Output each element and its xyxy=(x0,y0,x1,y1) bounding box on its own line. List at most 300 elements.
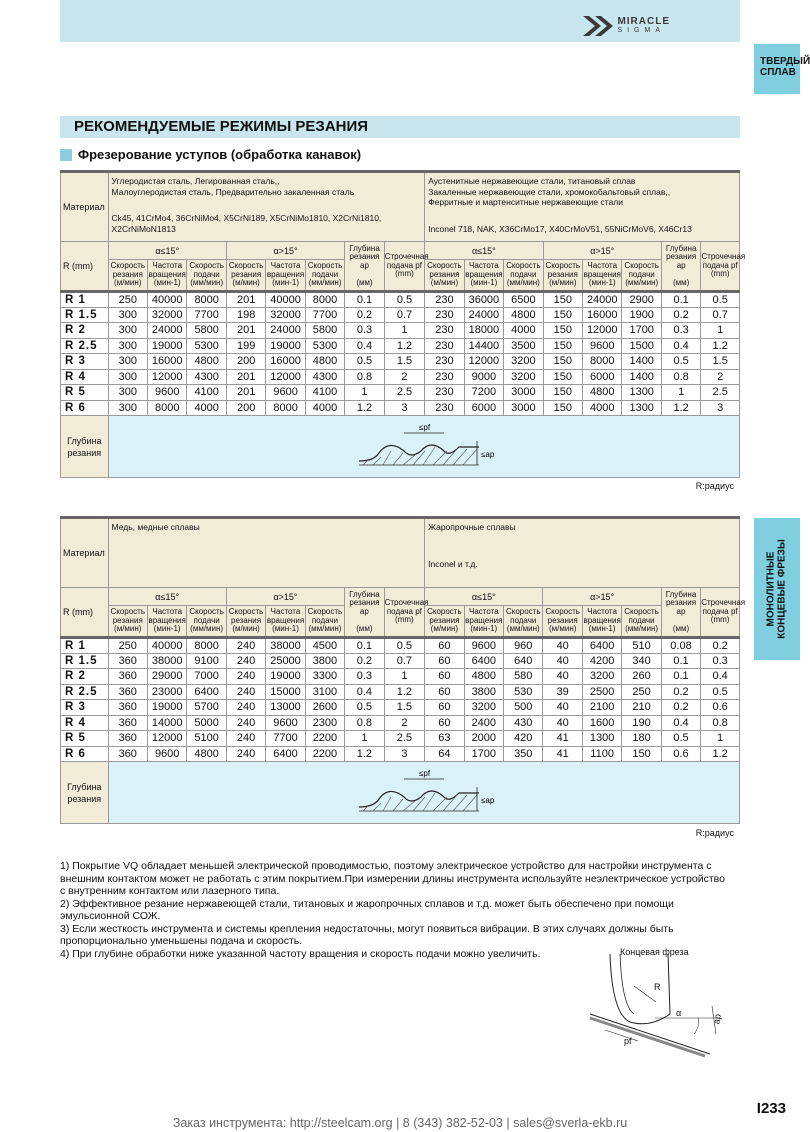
table-cell: 41 xyxy=(543,731,582,747)
table-cell: 1300 xyxy=(622,385,661,401)
depth-label: Глубина резания xyxy=(61,762,109,824)
header-band xyxy=(60,0,740,42)
table-cell: 2 xyxy=(384,715,425,731)
table-cell: 8000 xyxy=(148,400,187,416)
side-tab-line2: КОНЦЕВЫЕ ФРЕЗЫ xyxy=(777,539,788,639)
table-cell: 1300 xyxy=(582,731,621,747)
table-cell: 16000 xyxy=(148,354,187,370)
table-cell: 360 xyxy=(108,700,147,716)
table-cell: 201 xyxy=(226,385,265,401)
table-cell: 640 xyxy=(504,653,543,669)
table-cell: 6400 xyxy=(187,684,226,700)
table-cell: 9100 xyxy=(187,653,226,669)
table-cell: 12000 xyxy=(583,323,622,339)
alpha-le-header: α≤15° xyxy=(108,242,226,260)
note-2: 2) Эффективное резание нержавеющей стали, титановых и жаропрочных сплавов и т.д. может быть обеспечено при помощи эмульсионной СОЖ. xyxy=(60,897,674,922)
table-cell: 3100 xyxy=(305,684,344,700)
col-feed: Скорость подачи (мм/мин) xyxy=(187,260,226,292)
table-row xyxy=(61,385,740,401)
table-cell: 150 xyxy=(543,354,582,370)
pf-header: Строчечная подача pf (mm) xyxy=(701,588,740,638)
fig-label-r: R xyxy=(654,982,661,992)
col-speed: Скорость резания (м/мин) xyxy=(226,260,265,292)
table-cell: 1 xyxy=(384,669,425,685)
table-cell: 0.1 xyxy=(345,292,384,308)
col-speed: Скорость резания (м/мин) xyxy=(543,606,582,638)
table-cell: 12000 xyxy=(148,369,187,385)
table-cell: 40 xyxy=(543,715,582,731)
table-cell: 4300 xyxy=(187,369,226,385)
table-cell: 0.7 xyxy=(384,653,425,669)
table-cell: 4000 xyxy=(305,400,344,416)
table-row xyxy=(61,338,740,354)
col-feed: Скорость подачи (мм/мин) xyxy=(187,606,226,638)
depth-label: Глубина резания xyxy=(61,416,109,478)
row-radius: R 2.5 xyxy=(61,684,109,700)
table-cell: 150 xyxy=(622,746,661,762)
table-cell: 15000 xyxy=(266,684,305,700)
table-cell: 12000 xyxy=(266,369,305,385)
table-cell: 1.5 xyxy=(384,700,425,716)
table-cell: 2900 xyxy=(622,292,661,308)
table-cell: 2 xyxy=(384,369,424,385)
table-cell: 0.7 xyxy=(701,307,740,323)
table-cell: 2200 xyxy=(305,746,344,762)
table-cell: 230 xyxy=(425,307,464,323)
material-left: Углеродистая сталь, Легированная сталь,, Малоуглеродистая сталь, Предварительно закаленная сталь Ck45, 41CrMo4, 36CrNiMo4, X5CrNi189, X5CrNiMo1810, X2CrNi1810, X2CrNiMoN1813 xyxy=(108,172,425,242)
table-cell: 60 xyxy=(425,715,464,731)
table-cell: 6400 xyxy=(464,653,503,669)
table-cell: 1400 xyxy=(622,354,661,370)
table-cell: 40 xyxy=(543,700,582,716)
table-cell: 32000 xyxy=(148,307,187,323)
endmill-figure xyxy=(590,944,730,1064)
brand-line1: MIRACLE xyxy=(617,16,670,27)
table-cell: 300 xyxy=(108,307,147,323)
col-rpm: Частота вращения (мин-1) xyxy=(583,260,622,292)
table-cell: 1.2 xyxy=(701,746,740,762)
cutting-table-2 xyxy=(60,516,746,824)
table-cell: 38000 xyxy=(147,653,186,669)
table-cell: 7700 xyxy=(305,307,344,323)
table-cell: 3 xyxy=(701,400,740,416)
page-number: I233 xyxy=(756,1100,786,1117)
table-cell: 150 xyxy=(543,338,582,354)
table-cell: 0.5 xyxy=(661,731,700,747)
material-right: Жаропрочные сплавы Inconel и т.д. xyxy=(425,518,740,588)
table-cell: 19000 xyxy=(147,700,186,716)
table-cell: 0.5 xyxy=(345,354,384,370)
table-cell: 2100 xyxy=(582,700,621,716)
table-cell: 1 xyxy=(661,385,700,401)
table-cell: 60 xyxy=(425,638,464,654)
table-cell: 5700 xyxy=(187,700,226,716)
radius-note-2: R:радиус xyxy=(695,828,734,838)
table-cell: 5300 xyxy=(187,338,226,354)
table-cell: 63 xyxy=(425,731,464,747)
col-rpm: Частота вращения (мин-1) xyxy=(266,606,305,638)
table-cell: 960 xyxy=(504,638,543,654)
alpha-gt-header: α>15° xyxy=(543,242,661,260)
table-cell: 8000 xyxy=(266,400,305,416)
table-cell: 300 xyxy=(108,385,147,401)
table-row xyxy=(61,323,740,339)
table-cell: 230 xyxy=(425,354,464,370)
table-cell: 9600 xyxy=(148,385,187,401)
table-cell: 2.5 xyxy=(701,385,740,401)
depth-diagram-icon xyxy=(349,421,509,473)
table-cell: 40000 xyxy=(147,638,186,654)
table-cell: 7700 xyxy=(266,731,305,747)
table-cell: 0.1 xyxy=(661,292,700,308)
table-cell: 5300 xyxy=(305,338,344,354)
table-cell: 0.2 xyxy=(661,700,700,716)
alpha-le-header: α≤15° xyxy=(425,588,543,606)
table-cell: 0.2 xyxy=(345,307,384,323)
brand-mark-icon xyxy=(583,16,613,36)
table-cell: 4800 xyxy=(305,354,344,370)
table-cell: 6400 xyxy=(582,638,621,654)
table-cell: 24000 xyxy=(266,323,305,339)
table-cell: 1700 xyxy=(622,323,661,339)
table-cell: 2500 xyxy=(582,684,621,700)
table-cell: 40 xyxy=(543,638,582,654)
row-radius: R 2.5 xyxy=(61,338,109,354)
side-tab-line1: МОНОЛИТНЫЕ xyxy=(766,551,777,627)
table-cell: 4800 xyxy=(583,385,622,401)
table-cell: 4800 xyxy=(187,354,226,370)
table-cell: 150 xyxy=(543,385,582,401)
table-cell: 4800 xyxy=(464,669,503,685)
col-rpm: Частота вращения (мин-1) xyxy=(464,606,503,638)
table-cell: 0.2 xyxy=(661,684,700,700)
table-cell: 260 xyxy=(622,669,661,685)
table-cell: 2.5 xyxy=(384,385,424,401)
table-cell: 40000 xyxy=(148,292,187,308)
table-cell: 39 xyxy=(543,684,582,700)
table-cell: 4500 xyxy=(305,638,344,654)
table-cell: 1400 xyxy=(622,369,661,385)
row-radius: R 6 xyxy=(61,400,109,416)
table-cell: 230 xyxy=(425,338,464,354)
fig-label-alpha: α xyxy=(676,1008,682,1018)
col-feed: Скорость подачи (мм/мин) xyxy=(305,260,344,292)
table-cell: 0.4 xyxy=(661,338,700,354)
table-cell: 9000 xyxy=(464,369,503,385)
table-cell: 6000 xyxy=(464,400,503,416)
table-cell: 0.5 xyxy=(384,292,424,308)
table-cell: 14400 xyxy=(464,338,503,354)
table-cell: 3 xyxy=(384,400,424,416)
row-radius: R 5 xyxy=(61,731,109,747)
table-cell: 16000 xyxy=(266,354,305,370)
table-cell: 4100 xyxy=(187,385,226,401)
table-row xyxy=(61,354,740,370)
table-cell: 4300 xyxy=(305,369,344,385)
material-label: Материал xyxy=(61,172,109,242)
table-cell: 0.8 xyxy=(661,369,700,385)
table-cell: 9600 xyxy=(583,338,622,354)
side-tab-endmills[interactable] xyxy=(754,518,800,660)
row-radius: R 6 xyxy=(61,746,109,762)
depth-figure xyxy=(108,762,739,824)
table-cell: 3200 xyxy=(504,354,543,370)
table-cell: 9600 xyxy=(266,715,305,731)
table-cell: 0.5 xyxy=(345,700,384,716)
table-cell: 16000 xyxy=(583,307,622,323)
table-cell: 300 xyxy=(108,338,147,354)
table-cell: 300 xyxy=(108,400,147,416)
table-cell: 230 xyxy=(425,292,464,308)
table-cell: 180 xyxy=(622,731,661,747)
table-cell: 23000 xyxy=(147,684,186,700)
table-cell: 9600 xyxy=(464,638,503,654)
table-cell: 60 xyxy=(425,653,464,669)
table-cell: 0.6 xyxy=(661,746,700,762)
table-cell: 0.8 xyxy=(345,715,384,731)
ap-header: Глубина резания ap (мм) xyxy=(345,588,384,638)
row-radius: R 1.5 xyxy=(61,307,109,323)
table-cell: 25000 xyxy=(266,653,305,669)
table-cell: 198 xyxy=(226,307,265,323)
alpha-le-header: α≤15° xyxy=(108,588,226,606)
alpha-gt-header: α>15° xyxy=(226,588,344,606)
material-label: Материал xyxy=(61,518,109,588)
table-cell: 6500 xyxy=(504,292,543,308)
row-radius: R 1.5 xyxy=(61,653,109,669)
fig-label-ap: ap xyxy=(711,1013,723,1025)
table-cell: 230 xyxy=(425,385,464,401)
table-cell: 29000 xyxy=(147,669,186,685)
table-cell: 150 xyxy=(543,400,582,416)
table-cell: 0.5 xyxy=(384,638,425,654)
table-cell: 150 xyxy=(543,307,582,323)
table-cell: 4000 xyxy=(504,323,543,339)
table-cell: 1.2 xyxy=(661,400,700,416)
table-cell: 9600 xyxy=(266,385,305,401)
table-cell: 430 xyxy=(504,715,543,731)
table-cell: 1.5 xyxy=(384,354,424,370)
row-radius: R 3 xyxy=(61,354,109,370)
table-cell: 2 xyxy=(701,369,740,385)
col-speed: Скорость резания (м/мин) xyxy=(226,606,265,638)
table-cell: 32000 xyxy=(266,307,305,323)
table-cell: 0.4 xyxy=(345,338,384,354)
table-cell: 0.1 xyxy=(661,669,700,685)
table-cell: 0.7 xyxy=(384,307,424,323)
table-cell: 24000 xyxy=(464,307,503,323)
table-row xyxy=(61,669,740,685)
col-rpm: Частота вращения (мин-1) xyxy=(266,260,305,292)
table-cell: 1 xyxy=(701,323,740,339)
table-cell: 0.3 xyxy=(345,323,384,339)
r-mm-label: R (mm) xyxy=(61,242,109,292)
table-cell: 240 xyxy=(226,746,265,762)
table-cell: 240 xyxy=(226,669,265,685)
table-row xyxy=(61,653,740,669)
col-speed: Скорость резания (м/мин) xyxy=(108,260,147,292)
table-cell: 0.2 xyxy=(345,653,384,669)
table-cell: 1600 xyxy=(582,715,621,731)
row-radius: R 1 xyxy=(61,292,109,308)
table-cell: 201 xyxy=(226,323,265,339)
table-cell: 0.2 xyxy=(661,307,700,323)
table-cell: 1 xyxy=(345,731,384,747)
table-cell: 200 xyxy=(226,354,265,370)
table-cell: 41 xyxy=(543,746,582,762)
table-cell: 1100 xyxy=(582,746,621,762)
table-cell: 38000 xyxy=(266,638,305,654)
table-cell: 9600 xyxy=(147,746,186,762)
table-cell: 4100 xyxy=(305,385,344,401)
table-cell: 2400 xyxy=(464,715,503,731)
table-cell: 0.6 xyxy=(701,700,740,716)
pf-header: Строчечная подача pf (mm) xyxy=(384,588,425,638)
col-feed: Скорость подачи (мм/мин) xyxy=(622,606,661,638)
table-row xyxy=(61,731,740,747)
row-radius: R 5 xyxy=(61,385,109,401)
table-cell: 1 xyxy=(345,385,384,401)
table-cell: 2.5 xyxy=(384,731,425,747)
table-cell: 3200 xyxy=(582,669,621,685)
table-cell: 360 xyxy=(108,684,147,700)
table-cell: 0.8 xyxy=(701,715,740,731)
table-row xyxy=(61,369,740,385)
svg-text:≤pf: ≤pf xyxy=(418,768,430,778)
table-cell: 240 xyxy=(226,731,265,747)
table-cell: 201 xyxy=(226,369,265,385)
table-cell: 360 xyxy=(108,653,147,669)
table-cell: 0.4 xyxy=(701,669,740,685)
table-cell: 3300 xyxy=(305,669,344,685)
table-cell: 40000 xyxy=(266,292,305,308)
table-cell: 19000 xyxy=(266,338,305,354)
table-cell: 5800 xyxy=(187,323,226,339)
table-cell: 18000 xyxy=(464,323,503,339)
ap-header: Глубина резания ap (мм) xyxy=(661,588,700,638)
table-cell: 3000 xyxy=(504,385,543,401)
table-cell: 1.5 xyxy=(701,354,740,370)
table-cell: 1.2 xyxy=(701,338,740,354)
table-cell: 40 xyxy=(543,669,582,685)
side-tab-carbide[interactable]: ТВЕРДЫЙ СПЛАВ xyxy=(754,44,800,94)
table-cell: 4000 xyxy=(583,400,622,416)
table-cell: 2200 xyxy=(305,731,344,747)
table-cell: 1.2 xyxy=(345,746,384,762)
table-cell: 5100 xyxy=(187,731,226,747)
alpha-gt-header: α>15° xyxy=(226,242,344,260)
table-cell: 4800 xyxy=(504,307,543,323)
table-cell: 12000 xyxy=(464,354,503,370)
table-cell: 64 xyxy=(425,746,464,762)
table-cell: 24000 xyxy=(583,292,622,308)
svg-text:≤ap: ≤ap xyxy=(480,795,494,805)
table-row xyxy=(61,400,740,416)
material-left: Медь, медные сплавы xyxy=(108,518,425,588)
table-cell: 7000 xyxy=(187,669,226,685)
table-cell: 190 xyxy=(622,715,661,731)
table-cell: 7700 xyxy=(187,307,226,323)
table-row xyxy=(61,700,740,716)
table-cell: 14000 xyxy=(147,715,186,731)
table-cell: 0.3 xyxy=(701,653,740,669)
table-cell: 500 xyxy=(504,700,543,716)
table-cell: 8000 xyxy=(187,638,226,654)
table-cell: 360 xyxy=(108,669,147,685)
row-radius: R 1 xyxy=(61,638,109,654)
table-cell: 230 xyxy=(425,400,464,416)
table-cell: 1 xyxy=(384,323,424,339)
table-row xyxy=(61,307,740,323)
table-cell: 0.4 xyxy=(661,715,700,731)
table-cell: 0.1 xyxy=(661,653,700,669)
table-cell: 199 xyxy=(226,338,265,354)
row-radius: R 3 xyxy=(61,700,109,716)
subtitle-text: Фрезерование уступов (обработка канавок) xyxy=(78,147,362,162)
alpha-le-header: α≤15° xyxy=(425,242,543,260)
table-cell: 510 xyxy=(622,638,661,654)
brand-line2: SIGMA xyxy=(617,27,665,34)
table-cell: 2300 xyxy=(305,715,344,731)
table-cell: 240 xyxy=(226,715,265,731)
table-cell: 0.3 xyxy=(345,669,384,685)
alpha-gt-header: α>15° xyxy=(543,588,661,606)
table-cell: 250 xyxy=(108,638,147,654)
col-speed: Скорость резания (м/мин) xyxy=(543,260,582,292)
depth-diagram-icon xyxy=(349,767,509,819)
row-radius: R 4 xyxy=(61,715,109,731)
col-speed: Скорость резания (м/мин) xyxy=(108,606,147,638)
table-cell: 1.2 xyxy=(384,684,425,700)
table-cell: 36000 xyxy=(464,292,503,308)
footer-contacts: Заказ инструмента: http://steelcam.org | 8 (343) 382-52-03 | sales@sverla-ekb.ru xyxy=(172,1116,628,1130)
col-rpm: Частота вращения (мин-1) xyxy=(464,260,503,292)
table-cell: 13000 xyxy=(266,700,305,716)
table-cell: 4800 xyxy=(187,746,226,762)
table-cell: 0.2 xyxy=(701,638,740,654)
table-row xyxy=(61,684,740,700)
fig-label-pf: pf xyxy=(624,1036,632,1046)
section-subtitle xyxy=(60,147,361,162)
pf-header: Строчечная подача pf (mm) xyxy=(384,242,424,292)
note-3: 3) Если жесткость инструмента и системы крепления недостаточны, могут появиться вибрации. В этих случаях должны быть пропорционально уменьшены подача и скорость. xyxy=(60,922,674,947)
table-cell: 250 xyxy=(108,292,147,308)
table-cell: 360 xyxy=(108,715,147,731)
table-cell: 0.5 xyxy=(701,684,740,700)
table-cell: 240 xyxy=(226,700,265,716)
col-feed: Скорость подачи (мм/мин) xyxy=(305,606,344,638)
table-cell: 1700 xyxy=(464,746,503,762)
table-cell: 60 xyxy=(425,700,464,716)
table-cell: 420 xyxy=(504,731,543,747)
table-cell: 0.4 xyxy=(345,684,384,700)
table-cell: 240 xyxy=(226,684,265,700)
cutting-table-1 xyxy=(60,170,746,478)
table-cell: 0.08 xyxy=(661,638,700,654)
col-feed: Скорость подачи (мм/мин) xyxy=(504,260,543,292)
table-cell: 230 xyxy=(425,369,464,385)
col-feed: Скорость подачи (мм/мин) xyxy=(504,606,543,638)
table-cell: 4000 xyxy=(187,400,226,416)
table-cell: 24000 xyxy=(148,323,187,339)
table-cell: 530 xyxy=(504,684,543,700)
col-rpm: Частота вращения (мин-1) xyxy=(148,260,187,292)
depth-figure xyxy=(108,416,739,478)
row-radius: R 2 xyxy=(61,323,109,339)
table-cell: 0.1 xyxy=(345,638,384,654)
table-cell: 8000 xyxy=(583,354,622,370)
table-cell: 3200 xyxy=(504,369,543,385)
